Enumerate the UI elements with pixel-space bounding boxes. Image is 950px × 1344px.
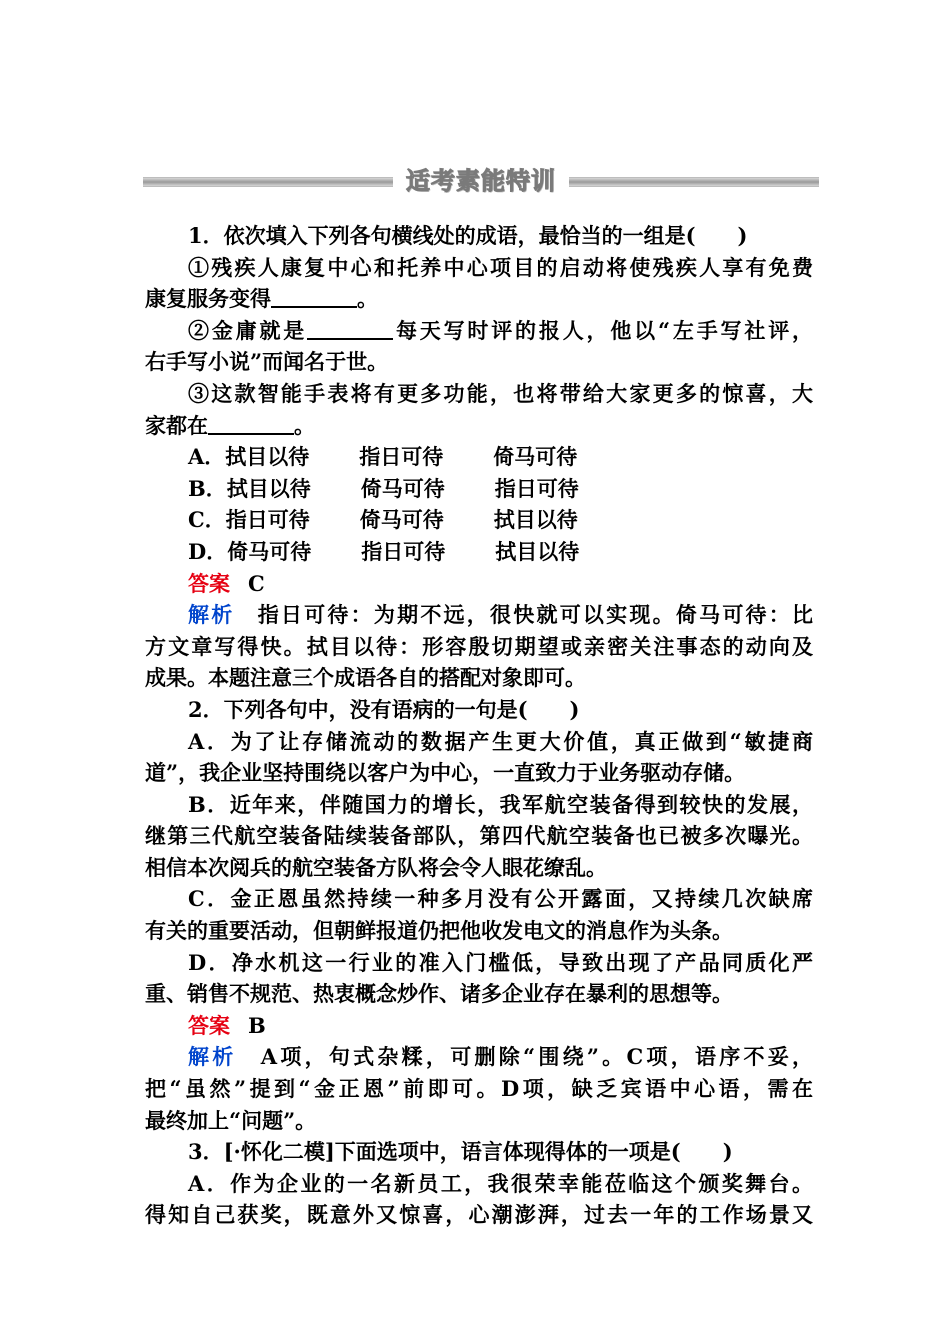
- q1-option-a: A．拭目以待 指日可待 倚马可待: [188, 444, 578, 470]
- q2-option-d-line1: D．净水机这一行业的准入门槛低，导致出现了产品同质化严: [188, 949, 813, 975]
- q1-sentence2-line1: ②金庸就是 每天写时评的报人，他以“左手写社评，: [188, 317, 813, 343]
- q2-option-a-line2: 道”，我企业坚持围绕以客户为中心，一直致力于业务驱动存储。: [145, 760, 746, 786]
- q2-option-b-line1: B．近年来，伴随国力的增长，我军航空装备得到较快的发展，: [188, 791, 813, 817]
- q1-sentence2-line2: 右手写小说”而闻名于世。: [145, 349, 389, 375]
- answer-label: 答案: [188, 570, 230, 596]
- q1-stem: 1．依次填入下列各句横线处的成语，最恰当的一组是( ): [188, 223, 748, 248]
- section-banner: [143, 166, 819, 196]
- fill-blank: [208, 411, 294, 435]
- fill-blank: [307, 316, 393, 340]
- q1-explanation-line3: 成果。本题注意三个成语各自的搭配对象即可。: [145, 665, 586, 691]
- q2-option-b-line3: 相信本次阅兵的航空装备方队将会令人眼花缭乱。: [145, 854, 607, 880]
- document-body: [145, 220, 813, 1231]
- q1-explanation-line1: 解析 指日可待：为期不远，很快就可以实现。倚马可待：比: [188, 602, 813, 628]
- banner-bar-left: [143, 177, 393, 187]
- q1-explanation-line2: 方文章写得快。拭目以待：形容殷切期望或亲密关注事态的动向及: [145, 633, 813, 659]
- q1-option-d: D．倚马可待 指日可待 拭目以待: [188, 538, 580, 564]
- q2-option-b-line2: 继第三代航空装备陆续装备部队，第四代航空装备也已被多次曝光。: [145, 823, 813, 849]
- q2-option-c-line2: 有关的重要活动，但朝鲜报道仍把他收发电文的消息作为头条。: [145, 918, 733, 944]
- answer-value: B: [248, 1012, 266, 1038]
- banner-bar-right: [569, 177, 819, 187]
- q1-sentence3-line1: ③这款智能手表将有更多功能，也将带给大家更多的惊喜，大: [188, 380, 813, 406]
- q1-answer: [145, 568, 813, 600]
- answer-label: 答案: [188, 1012, 230, 1038]
- fill-blank: [271, 284, 357, 308]
- q2-option-c-line1: C．金正恩虽然持续一种多月没有公开露面，又持续几次缺席: [188, 886, 813, 912]
- answer-value: C: [248, 570, 265, 596]
- explanation-label: 解析: [188, 602, 235, 628]
- q2-explanation-line2: 把“虽然”提到“金正恩”前即可。D项，缺乏宾语中心语，需在: [145, 1076, 813, 1102]
- q2-answer: [145, 1010, 813, 1042]
- q3-stem: 3．[·怀化二模]下面选项中，语言体现得体的一项是( ): [188, 1139, 733, 1165]
- q2-stem: 2．下列各句中，没有语病的一句是( ): [188, 696, 580, 722]
- q2-explanation-line1: 解析 A项，句式杂糅，可删除“围绕”。C项，语序不妥，: [188, 1044, 813, 1070]
- q3-option-a-line2: 得知自己获奖，既意外又惊喜，心潮澎湃，过去一年的工作场景又: [145, 1202, 813, 1228]
- q2-explanation-line3: 最终加上“问题”。: [145, 1107, 317, 1133]
- q1-sentence1-line1: ①残疾人康复中心和托养中心项目的启动将使残疾人享有免费: [188, 254, 813, 280]
- explanation-label: 解析: [188, 1044, 237, 1070]
- q1-option-c: C．指日可待 倚马可待 拭目以待: [188, 507, 578, 533]
- q2-option-d-line2: 重、销售不规范、热衷概念炒作、诸多企业存在暴利的思想等。: [145, 981, 733, 1007]
- q1-sentence1-line2: 康复服务变得 。: [145, 286, 378, 312]
- q2-option-a-line1: A．为了让存储流动的数据产生更大价值，真正做到“敏捷商: [188, 728, 813, 754]
- q1-sentence3-line2: 家都在 。: [145, 412, 315, 438]
- q3-option-a-line1: A．作为企业的一名新员工，我很荣幸能莅临这个颁奖舞台。: [188, 1170, 813, 1196]
- q1-option-b: B．拭目以待 倚马可待 指日可待: [188, 475, 579, 501]
- banner-title: 适考素能特训: [406, 166, 556, 195]
